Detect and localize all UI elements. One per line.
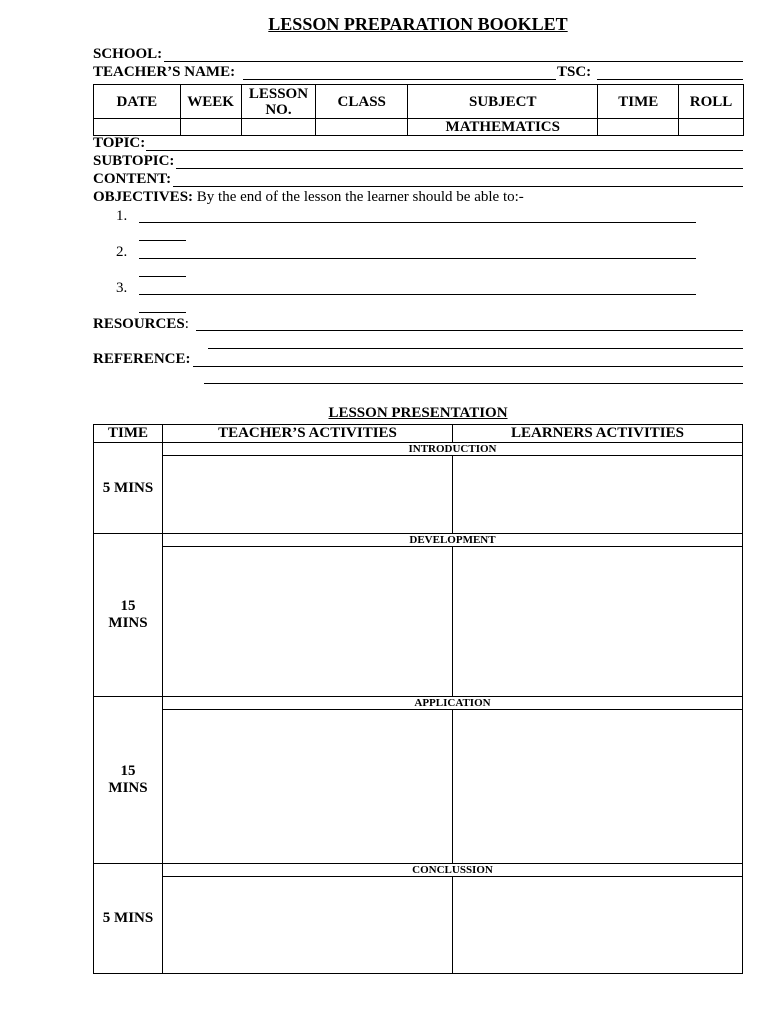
resources-line-2[interactable]	[208, 348, 743, 349]
subtopic-line[interactable]	[176, 168, 743, 169]
lesson-presentation-table	[93, 424, 743, 974]
subject-cell[interactable]: MATHEMATICS	[408, 119, 598, 136]
objective-line-2-cont[interactable]	[139, 276, 186, 277]
reference-label: REFERENCE:	[93, 351, 191, 367]
date-cell[interactable]	[94, 119, 181, 136]
objective-line-1[interactable]	[139, 222, 696, 223]
page-title: LESSON PREPARATION BOOKLET	[268, 14, 568, 34]
time-header: TIME	[598, 85, 679, 119]
lesson-no-header: LESSON NO.	[241, 85, 316, 119]
tsc-label: TSC:	[557, 64, 592, 80]
tsc-line[interactable]	[597, 79, 743, 80]
school-label: SCHOOL:	[93, 46, 163, 62]
objective-line-1-cont[interactable]	[139, 240, 186, 241]
resources-heading: RESOURCES:	[93, 316, 189, 332]
objective-line-3-cont[interactable]	[139, 312, 186, 313]
reference-line-2[interactable]	[204, 383, 743, 384]
lesson-info-table	[93, 84, 744, 136]
application-label: APPLICATION	[163, 697, 743, 710]
date-header: DATE	[94, 85, 181, 119]
objectives-text: By the end of the lesson the learner should be able to:-	[196, 189, 524, 205]
content-line[interactable]	[173, 186, 743, 187]
teacher-activities-header: TEACHER’S ACTIVITIES	[163, 425, 453, 443]
topic-label: TOPIC:	[93, 135, 146, 151]
subject-header: SUBJECT	[408, 85, 598, 119]
introduction-time: 5 MINS	[94, 443, 163, 534]
resources-label: RESOURCES	[93, 316, 185, 332]
objective-number-2: 2.	[116, 244, 128, 260]
lesson-no-cell[interactable]	[241, 119, 316, 136]
application-time: 15 MINS	[94, 697, 163, 864]
application-teacher-cell[interactable]	[163, 710, 453, 864]
conclusion-teacher-cell[interactable]	[163, 877, 453, 974]
conclusion-label: CONCLUSSION	[163, 864, 743, 877]
class-cell[interactable]	[316, 119, 408, 136]
objectives-heading	[93, 189, 524, 206]
conclusion-learner-cell[interactable]	[453, 877, 743, 974]
roll-header: ROLL	[679, 85, 744, 119]
presentation-title: LESSON PRESENTATION	[328, 405, 508, 421]
development-label: DEVELOPMENT	[163, 534, 743, 547]
topic-line[interactable]	[146, 150, 743, 151]
development-teacher-cell[interactable]	[163, 547, 453, 697]
objective-line-2[interactable]	[139, 258, 696, 259]
time-cell[interactable]	[598, 119, 679, 136]
reference-line-1[interactable]	[193, 366, 743, 367]
week-cell[interactable]	[180, 119, 241, 136]
objectives-label: OBJECTIVES:	[93, 189, 194, 205]
content-label: CONTENT:	[93, 171, 172, 187]
objective-number-3: 3.	[116, 280, 128, 296]
class-header: CLASS	[316, 85, 408, 119]
development-learner-cell[interactable]	[453, 547, 743, 697]
week-header: WEEK	[180, 85, 241, 119]
application-learner-cell[interactable]	[453, 710, 743, 864]
roll-cell[interactable]	[679, 119, 744, 136]
introduction-learner-cell[interactable]	[453, 456, 743, 534]
learner-activities-header: LEARNERS ACTIVITIES	[453, 425, 743, 443]
objective-line-3[interactable]	[139, 294, 696, 295]
conclusion-time: 5 MINS	[94, 864, 163, 974]
introduction-teacher-cell[interactable]	[163, 456, 453, 534]
subtopic-label: SUBTOPIC:	[93, 153, 175, 169]
introduction-label: INTRODUCTION	[163, 443, 743, 456]
school-line[interactable]	[164, 61, 743, 62]
resources-line-1[interactable]	[196, 330, 743, 331]
objective-number-1: 1.	[116, 208, 128, 224]
teacher-name-line[interactable]	[243, 79, 556, 80]
time-column-header: TIME	[94, 425, 163, 443]
teacher-name-label: TEACHER’S NAME:	[93, 64, 236, 80]
development-time: 15 MINS	[94, 534, 163, 697]
